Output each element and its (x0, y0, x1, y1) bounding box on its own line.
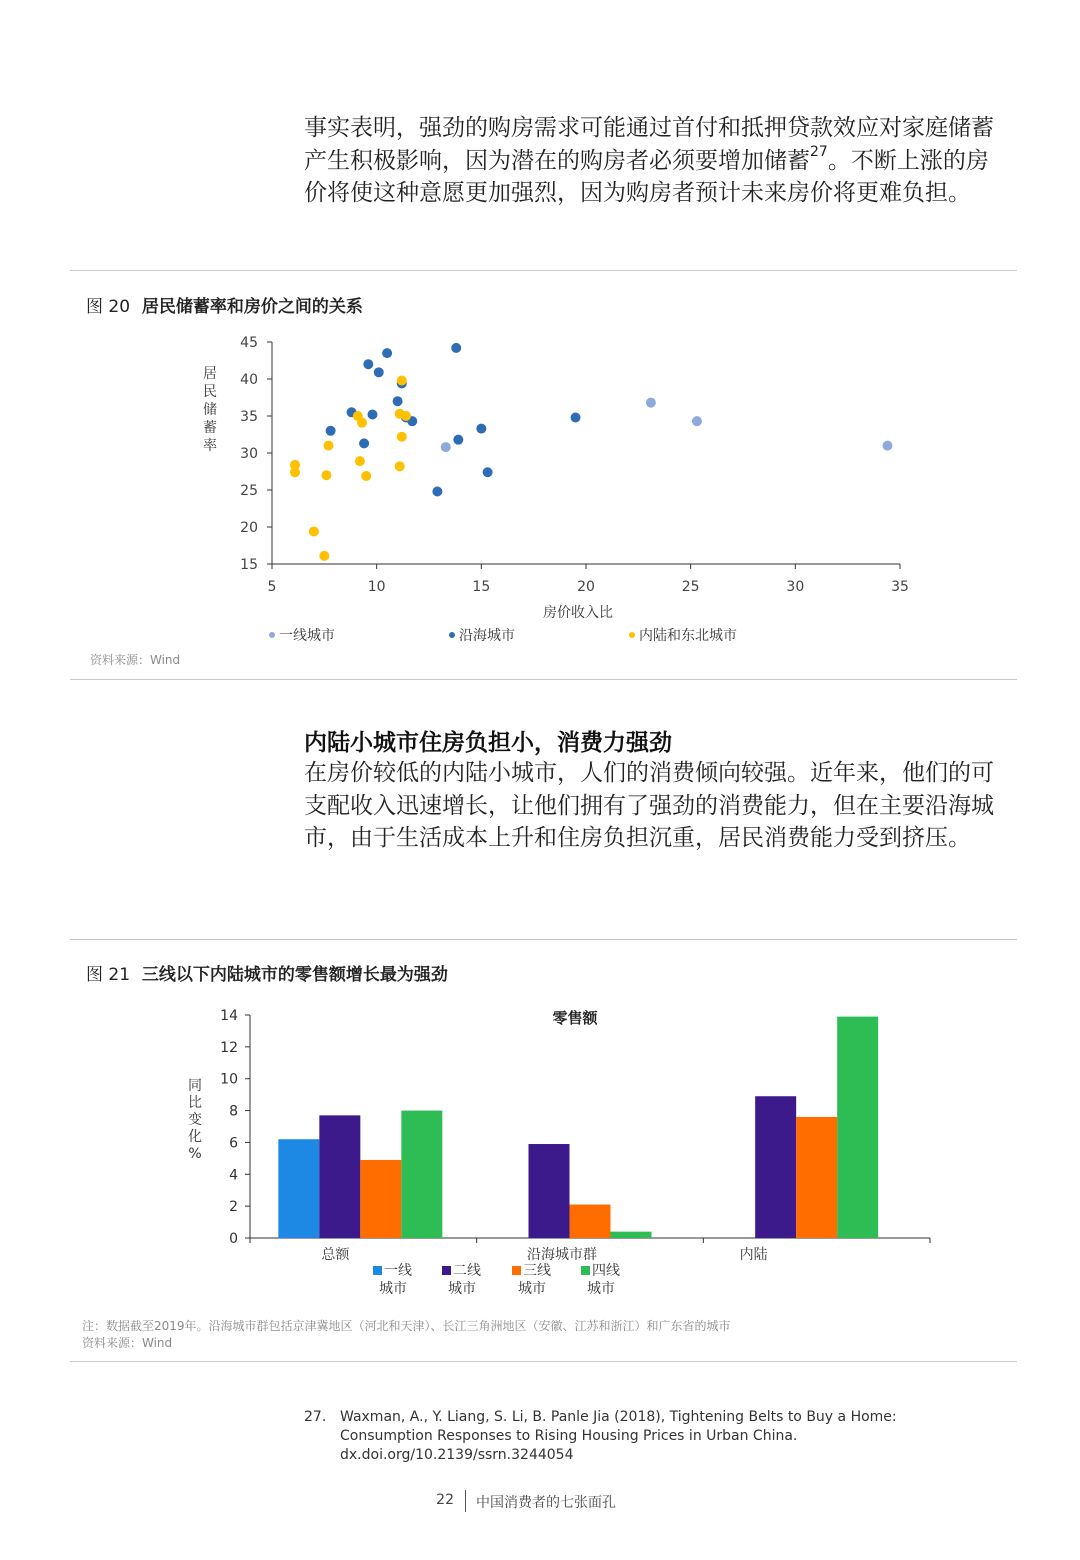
intro-text-cont: 。不断上涨的房价将使这种意愿更加强烈，因为购房者预计未来房价将更难负担。 (304, 147, 989, 206)
legend-marker (449, 632, 455, 638)
x-tick-label: 10 (367, 579, 386, 595)
legend-label: 一线城市 (379, 1263, 412, 1297)
y-tick-label: 12 (220, 1039, 238, 1056)
divider (70, 1361, 1017, 1362)
y-tick-label: 45 (240, 335, 258, 351)
scatter-point (397, 375, 407, 385)
y-tick-label: 15 (240, 557, 258, 573)
scatter-point (355, 456, 365, 466)
scatter-point (393, 396, 403, 406)
scatter-point (324, 441, 334, 451)
scatter-point (571, 412, 581, 422)
y-tick-label: 30 (240, 446, 258, 462)
figure21-notes (82, 1318, 731, 1352)
footnote-ref[interactable]: 27 (810, 143, 828, 160)
legend-label: 三线城市 (518, 1263, 551, 1297)
y-axis-title: 同比变化% (188, 1078, 202, 1162)
chart-title: 零售额 (552, 1009, 598, 1027)
scatter-point (367, 410, 377, 420)
scatter-point (321, 470, 331, 480)
x-tick-label: 30 (786, 579, 805, 595)
legend-marker (629, 632, 635, 638)
bar-chart (170, 1000, 970, 1310)
figure20-number: 图 20 (86, 297, 131, 317)
legend-label: 二线城市 (448, 1263, 481, 1297)
scatter-point (357, 418, 367, 428)
page-number: 22 (436, 1492, 454, 1508)
bar (796, 1117, 837, 1238)
y-tick-label: 35 (240, 409, 258, 425)
y-tick-label: 0 (229, 1231, 238, 1247)
scatter-point (359, 438, 369, 448)
scatter-point (290, 467, 300, 477)
figure20-source: 资料来源：Wind (90, 653, 181, 667)
intro-text: 事实表明，强劲的购房需求可能通过首付和抵押贷款效应对家庭储蓄产生积极影响，因为潜在的购房者必须要增加储蓄 (304, 115, 994, 174)
intro-paragraph (304, 112, 1004, 210)
scatter-point (441, 442, 451, 452)
scatter-point (395, 461, 405, 471)
scatter-point (451, 343, 461, 353)
bar (529, 1144, 570, 1238)
x-tick-label: 20 (577, 579, 595, 595)
scatter-point (401, 411, 411, 421)
y-tick-label: 4 (229, 1167, 238, 1184)
scatter-point (432, 486, 442, 496)
scatter-point (374, 367, 384, 377)
scatter-point (326, 426, 336, 436)
figure20-title (86, 292, 363, 317)
category-label: 沿海城市群 (527, 1247, 597, 1263)
bar (360, 1160, 401, 1238)
divider (70, 679, 1017, 680)
bar (570, 1205, 611, 1238)
figure21-title-text: 三线以下内陆城市的零售额增长最为强劲 (141, 965, 448, 985)
x-tick-label: 15 (472, 579, 491, 595)
scatter-point (483, 467, 493, 477)
y-tick-label: 20 (240, 520, 258, 536)
legend-label: 一线城市 (279, 628, 335, 644)
x-tick-label: 25 (681, 579, 700, 595)
x-tick-label: 35 (891, 579, 909, 595)
scatter-point (646, 398, 656, 408)
y-tick-label: 2 (229, 1199, 238, 1216)
scatter-point (476, 424, 486, 434)
category-label: 内陆 (739, 1247, 768, 1263)
bar (319, 1115, 360, 1238)
scatter-point (361, 471, 371, 481)
legend-label: 四线城市 (587, 1263, 620, 1297)
section-heading: 内陆小城市住房负担小，消费力强劲 (304, 730, 672, 756)
scatter-point (382, 348, 392, 358)
page-footer (0, 1490, 1080, 1514)
footnote-text: Waxman, A., Y. Liang, S. Li, B. Panle Jia (2018), Tightening Belts to Buy a Home: Consumption Responses to Rising Housing Prices in Urban China. dx.doi.org/10.2139/ssrn.3244054 (340, 1409, 897, 1463)
legend-swatch (442, 1266, 451, 1275)
scatter-point (692, 416, 702, 426)
legend-marker (269, 632, 275, 638)
figure20-title-text: 居民储蓄率和房价之间的关系 (141, 297, 363, 317)
figure21-number: 图 21 (86, 965, 131, 985)
y-axis-title: 居民储蓄率 (203, 366, 217, 454)
scatter-point (882, 441, 892, 451)
divider (70, 270, 1017, 271)
y-tick-label: 8 (229, 1103, 238, 1120)
y-tick-label: 40 (240, 372, 258, 388)
bar (278, 1139, 319, 1238)
legend-swatch (581, 1266, 590, 1275)
footer-divider (465, 1490, 466, 1512)
x-axis-title: 房价收入比 (543, 605, 613, 621)
y-tick-label: 14 (220, 1008, 238, 1024)
section-paragraph: 在房价较低的内陆小城市，人们的消费倾向较强。近年来，他们的可支配收入迅速增长，让他们拥有了强劲的消费能力，但在主要沿海城市，由于生活成本上升和住房负担沉重，居民消费能力受到挤压。 (304, 760, 994, 851)
footnote (304, 1408, 964, 1465)
scatter-point (363, 359, 373, 369)
footer-title: 中国消费者的七张面孔 (476, 1495, 616, 1511)
bar (837, 1017, 878, 1238)
scatter-point (453, 435, 463, 445)
bar (401, 1111, 442, 1238)
scatter-point (319, 551, 329, 561)
x-tick-label: 5 (267, 579, 277, 595)
legend-swatch (512, 1266, 521, 1275)
legend-label: 沿海城市 (459, 628, 515, 644)
category-label: 总额 (321, 1247, 350, 1263)
bar (755, 1096, 796, 1238)
scatter-chart (180, 330, 940, 650)
bar (611, 1232, 652, 1238)
scatter-point (397, 432, 407, 442)
figure21-source: 资料来源：Wind (82, 1336, 173, 1350)
figure21-title (86, 960, 448, 985)
divider (70, 939, 1017, 940)
y-tick-label: 25 (240, 483, 258, 499)
legend-swatch (373, 1266, 382, 1275)
y-tick-label: 10 (220, 1071, 238, 1088)
figure21-note: 注：数据截至2019年。沿海城市群包括京津冀地区（河北和天津）、长江三角洲地区（安徽、江苏和浙江）和广东省的城市 (82, 1319, 731, 1333)
scatter-point (309, 526, 319, 536)
legend-label: 内陆和东北城市 (639, 628, 737, 644)
footnote-number: 27. (304, 1409, 327, 1425)
y-tick-label: 6 (229, 1135, 238, 1152)
